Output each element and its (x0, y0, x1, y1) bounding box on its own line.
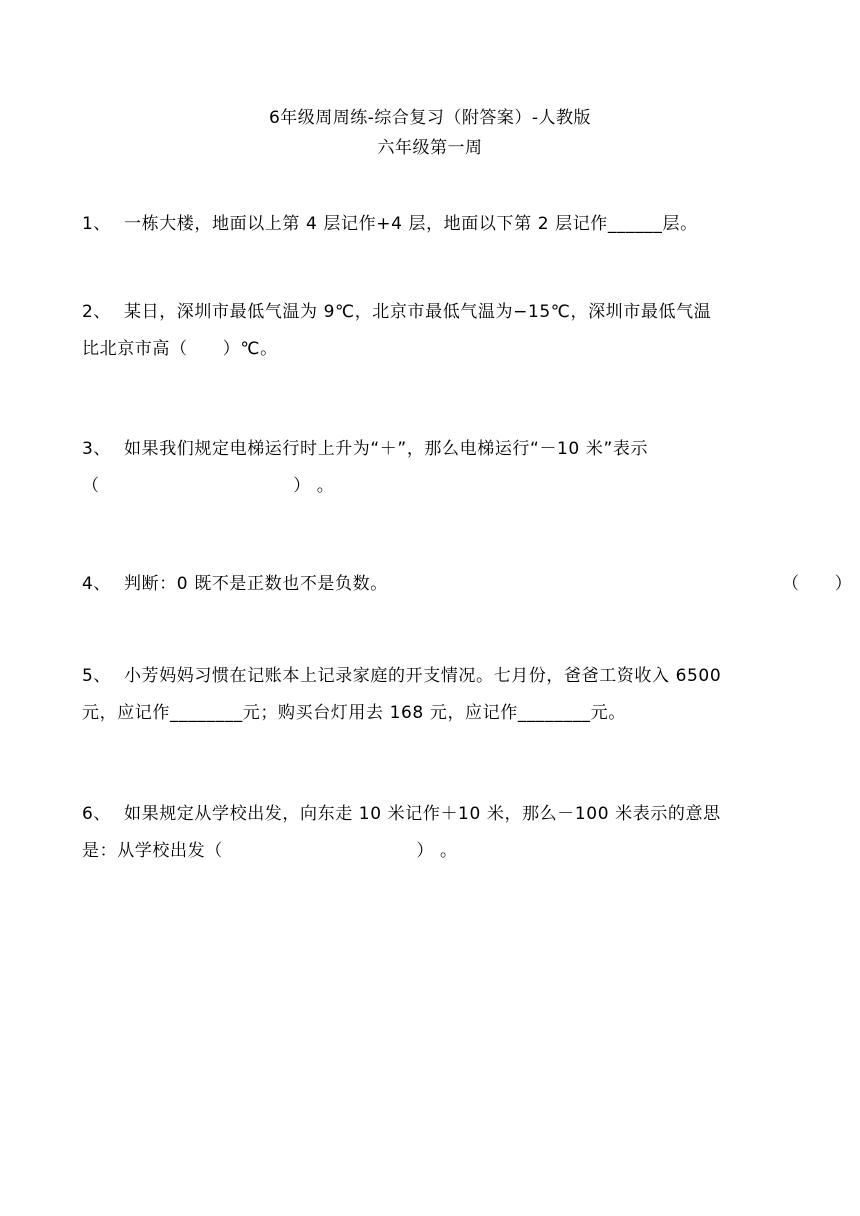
question-2-line-2: 比北京市高（ ）℃。 (82, 339, 278, 359)
question-4-answer-paren: （ ） (782, 574, 853, 594)
question-3-text: 如果我们规定电梯运行时上升为“＋”，那么电梯运行“－10 米”表示 (124, 439, 649, 459)
question-1 (82, 206, 802, 243)
question-2-number: 2、 (82, 302, 112, 322)
question-4-line-1 (82, 566, 802, 603)
question-5 (82, 658, 802, 732)
document-title: 6年级周周练-综合复习（附答案）-人教版 (268, 108, 592, 128)
question-1-text: 一栋大楼，地面以上第 4 层记作+4 层，地面以下第 2 层记作______层。 (124, 214, 698, 234)
question-6 (82, 796, 802, 870)
question-3 (82, 431, 802, 505)
document-subtitle: 六年级第一周 (377, 138, 483, 158)
question-4-text: 判断：0 既不是正数也不是负数。 (124, 574, 388, 594)
question-3-line-2: （ ） 。 (82, 476, 335, 496)
question-3-number: 3、 (82, 439, 112, 459)
question-2-line-1 (82, 294, 802, 331)
question-4-number: 4、 (82, 574, 112, 594)
question-6-line-1 (82, 796, 802, 833)
question-3-line-1 (82, 431, 802, 468)
question-2-text: 某日，深圳市最低气温为 9℃，北京市最低气温为−15℃，深圳市最低气温 (124, 302, 712, 322)
question-2 (82, 294, 802, 368)
question-5-number: 5、 (82, 666, 112, 686)
question-5-line-1 (82, 658, 802, 695)
question-6-text: 如果规定从学校出发，向东走 10 米记作＋10 米，那么－100 米表示的意思 (124, 804, 721, 824)
question-1-line-1 (82, 206, 802, 243)
question-5-text: 小芳妈妈习惯在记账本上记录家庭的开支情况。七月份，爸爸工资收入 6500 (124, 666, 722, 686)
question-5-line-2: 元，应记作________元；购买台灯用去 168 元，应记作________元。 (82, 703, 626, 723)
question-4 (82, 566, 853, 603)
question-6-line-2: 是：从学校出发（ ） 。 (82, 841, 458, 861)
question-6-number: 6、 (82, 804, 112, 824)
question-1-number: 1、 (82, 214, 112, 234)
